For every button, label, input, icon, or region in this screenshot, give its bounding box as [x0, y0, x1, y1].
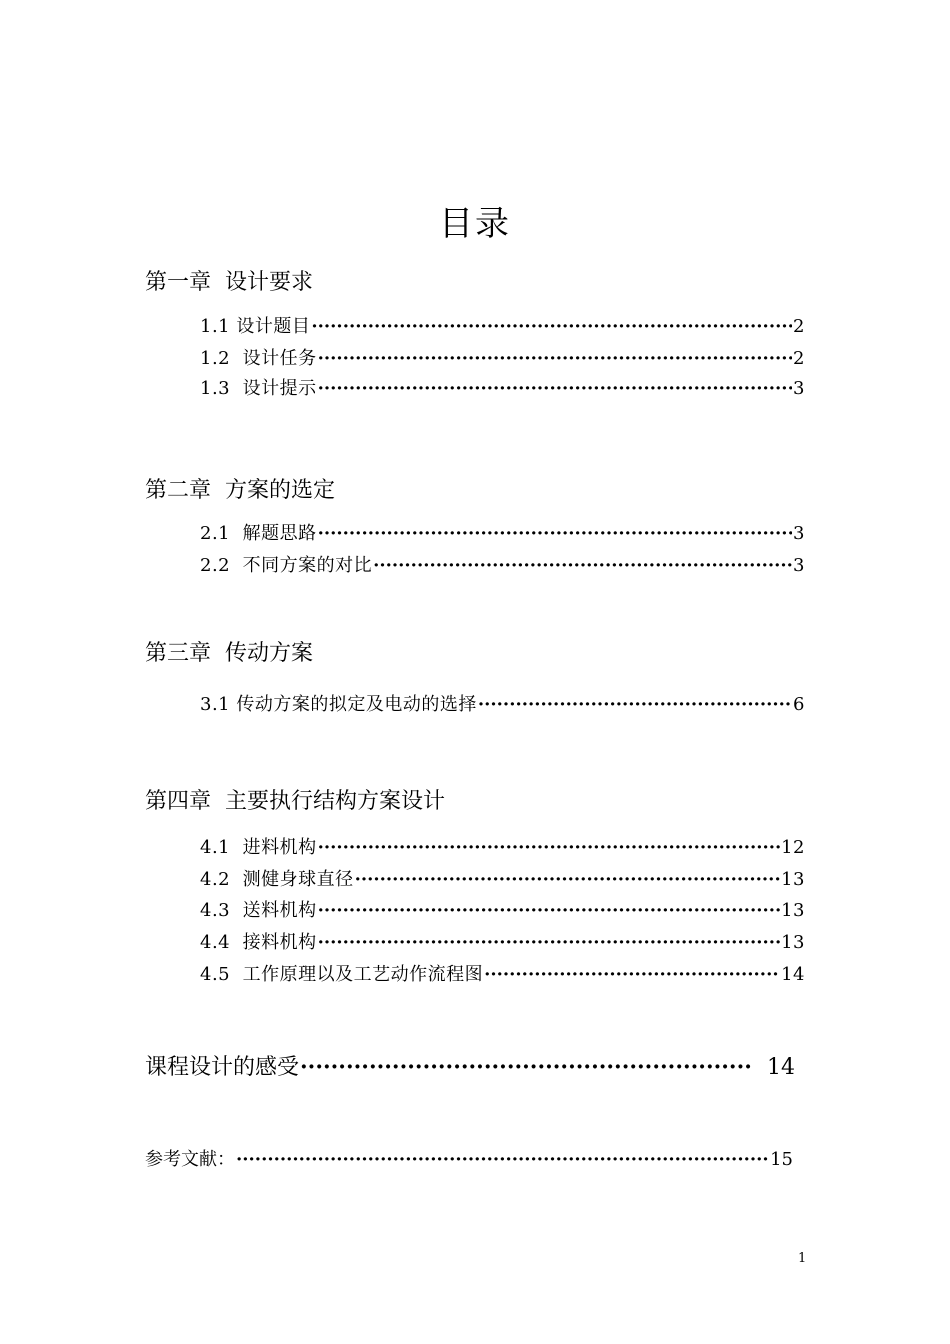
toc-entry-label: 课程设计的感受 — [145, 1055, 300, 1080]
toc-entry-1-1[interactable] — [200, 314, 805, 340]
toc-entry-label: 1.1 设计题目 — [200, 316, 311, 337]
toc-entry-label: 3.1 传动方案的拟定及电动的选择 — [200, 694, 477, 715]
toc-entry-afterword[interactable] — [145, 1052, 795, 1083]
toc-entry-page: 14 — [753, 1055, 795, 1080]
toc-entry-label: 4.2 测健身球直径 — [200, 869, 354, 890]
toc-entry-1-3[interactable] — [200, 376, 805, 402]
dot-leader — [318, 835, 781, 861]
dot-leader — [311, 314, 792, 340]
toc-entry-label: 1.2 设计任务 — [200, 348, 317, 369]
dot-leader — [318, 346, 792, 372]
toc-entry-label: 4.3 送料机构 — [200, 900, 317, 921]
toc-entry-references[interactable] — [145, 1147, 793, 1173]
toc-entry-page: 12 — [781, 837, 805, 858]
toc-entry-page: 3 — [793, 378, 805, 399]
chapter-2-heading: 第二章 方案的选定 — [145, 478, 335, 503]
dot-leader — [318, 521, 792, 547]
toc-entry-4-2[interactable] — [200, 867, 805, 893]
toc-entry-page: 2 — [793, 316, 805, 337]
toc-entry-label: 1.3 设计提示 — [200, 378, 317, 399]
toc-entry-1-2[interactable] — [200, 346, 805, 372]
dot-leader — [355, 867, 781, 893]
toc-entry-page: 13 — [781, 932, 805, 953]
toc-entry-page: 3 — [793, 523, 805, 544]
toc-entry-4-3[interactable] — [200, 898, 805, 924]
chapter-1-heading: 第一章 设计要求 — [145, 270, 313, 295]
dot-leader — [318, 898, 781, 924]
toc-entry-page: 15 — [770, 1149, 793, 1170]
toc-entry-label: 4.4 接料机构 — [200, 932, 317, 953]
toc-entry-3-1[interactable] — [200, 692, 805, 718]
dot-leader — [318, 930, 781, 956]
toc-entry-label: 参考文献： — [145, 1149, 235, 1170]
toc-entry-2-1[interactable] — [200, 521, 805, 547]
dot-leader — [484, 962, 780, 988]
toc-entry-page: 2 — [793, 348, 805, 369]
toc-entry-label: 4.5 工作原理以及工艺动作流程图 — [200, 964, 484, 985]
toc-entry-4-5[interactable] — [200, 962, 805, 988]
toc-entry-page: 6 — [793, 694, 805, 715]
chapter-4-heading: 第四章 主要执行结构方案设计 — [145, 789, 445, 814]
dot-leader — [300, 1052, 752, 1082]
dot-leader — [478, 692, 792, 718]
toc-entry-page: 14 — [781, 964, 805, 985]
toc-entry-4-4[interactable] — [200, 930, 805, 956]
dot-leader — [236, 1147, 769, 1173]
toc-entry-label: 2.1 解题思路 — [200, 523, 317, 544]
page-number: 1 — [798, 1251, 807, 1266]
toc-entry-2-2[interactable] — [200, 553, 805, 579]
dot-leader — [373, 553, 792, 579]
chapter-3-heading: 第三章 传动方案 — [145, 641, 313, 666]
dot-leader — [318, 376, 792, 402]
page-title: 目录 — [439, 204, 511, 244]
toc-entry-page: 3 — [793, 555, 805, 576]
toc-entry-label: 4.1 进料机构 — [200, 837, 317, 858]
toc-entry-page: 13 — [781, 869, 805, 890]
toc-entry-label: 2.2 不同方案的对比 — [200, 555, 373, 576]
toc-entry-4-1[interactable] — [200, 835, 805, 861]
toc-entry-page: 13 — [781, 900, 805, 921]
